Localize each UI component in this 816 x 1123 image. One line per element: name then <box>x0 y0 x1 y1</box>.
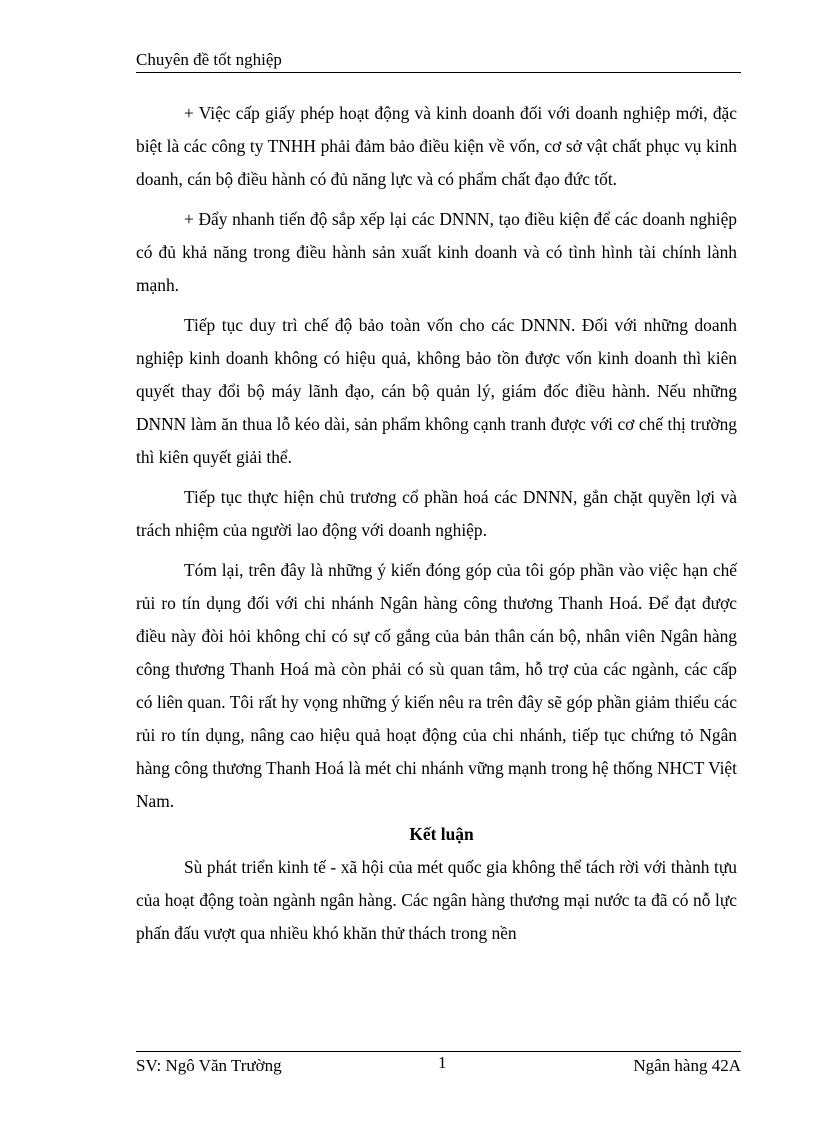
document-title: Chuyên đề tốt nghiệp <box>136 50 282 69</box>
class-name: Ngân hàng 42A <box>633 1056 741 1075</box>
paragraph: Tiếp tục duy trì chế độ bảo toàn vốn cho các DNNN. Đối với những doanh nghiệp kinh doanh không có hiệu quả, không bảo tồn được vốn kinh doanh thì kiên quyết thay đổi bộ máy lãnh đạo, cán bộ quản lý, giám đốc điều hành. Nếu những DNNN làm ăn thua lỗ kéo dài, sản phẩm không cạnh tranh được với cơ chế thị trường thì kiên quyết giải thể. <box>136 315 737 467</box>
conclusion-heading: Kết luận <box>409 824 474 844</box>
page-footer <box>136 1055 741 1079</box>
page-header <box>136 50 741 73</box>
paragraph: + Đẩy nhanh tiến độ sắp xếp lại các DNNN, tạo điều kiện để các doanh nghiệp có đủ khả năng trong điều hành sản xuất kinh doanh và có tình hình tài chính lành mạnh. <box>136 209 737 295</box>
page-number: 1 <box>438 1053 447 1072</box>
paragraph: + Việc cấp giấy phép hoạt động và kinh doanh đối với doanh nghiệp mới, đặc biệt là các công ty TNHH phải đảm bảo điều kiện về vốn, cơ sở vật chất phục vụ kinh doanh, cán bộ điều hành có đủ năng lực và có phẩm chất đạo đức tốt. <box>136 103 737 189</box>
student-name: SV: Ngô Văn Trường <box>136 1056 282 1075</box>
page-body <box>136 97 737 950</box>
paragraph: Tóm lại, trên đây là những ý kiến đóng góp của tôi góp phần vào việc hạn chế rủi ro tín dụng đối với chi nhánh Ngân hàng công thương Thanh Hoá. Để đạt được điều này đòi hỏi không chỉ có sự cố gắng của bản thân cán bộ, nhân viên Ngân hàng công thương Thanh Hoá mà còn phải có sù quan tâm, hỗ trợ của các ngành, các cấp có liên quan. Tôi rất hy vọng những ý kiến nêu ra trên đây sẽ góp phần giảm thiểu các rủi ro tín dụng, nâng cao hiệu quả hoạt động của chi nhánh, tiếp tục chứng tỏ Ngân hàng công thương Thanh Hoá là mét chi nhánh vững mạnh trong hệ thống NHCT Việt Nam. <box>136 560 737 811</box>
paragraph: Tiếp tục thực hiện chủ trương cổ phần hoá các DNNN, gắn chặt quyền lợi và trách nhiệm của người lao động với doanh nghiệp. <box>136 487 737 540</box>
conclusion-paragraph: Sù phát triển kinh tế - xã hội của mét quốc gia không thể tách rời với thành tựu của hoạt động toàn ngành ngân hàng. Các ngân hàng thương mại nước ta đã có nỗ lực phấn đấu vượt qua nhiều khó khăn thử thách trong nền <box>136 857 737 943</box>
